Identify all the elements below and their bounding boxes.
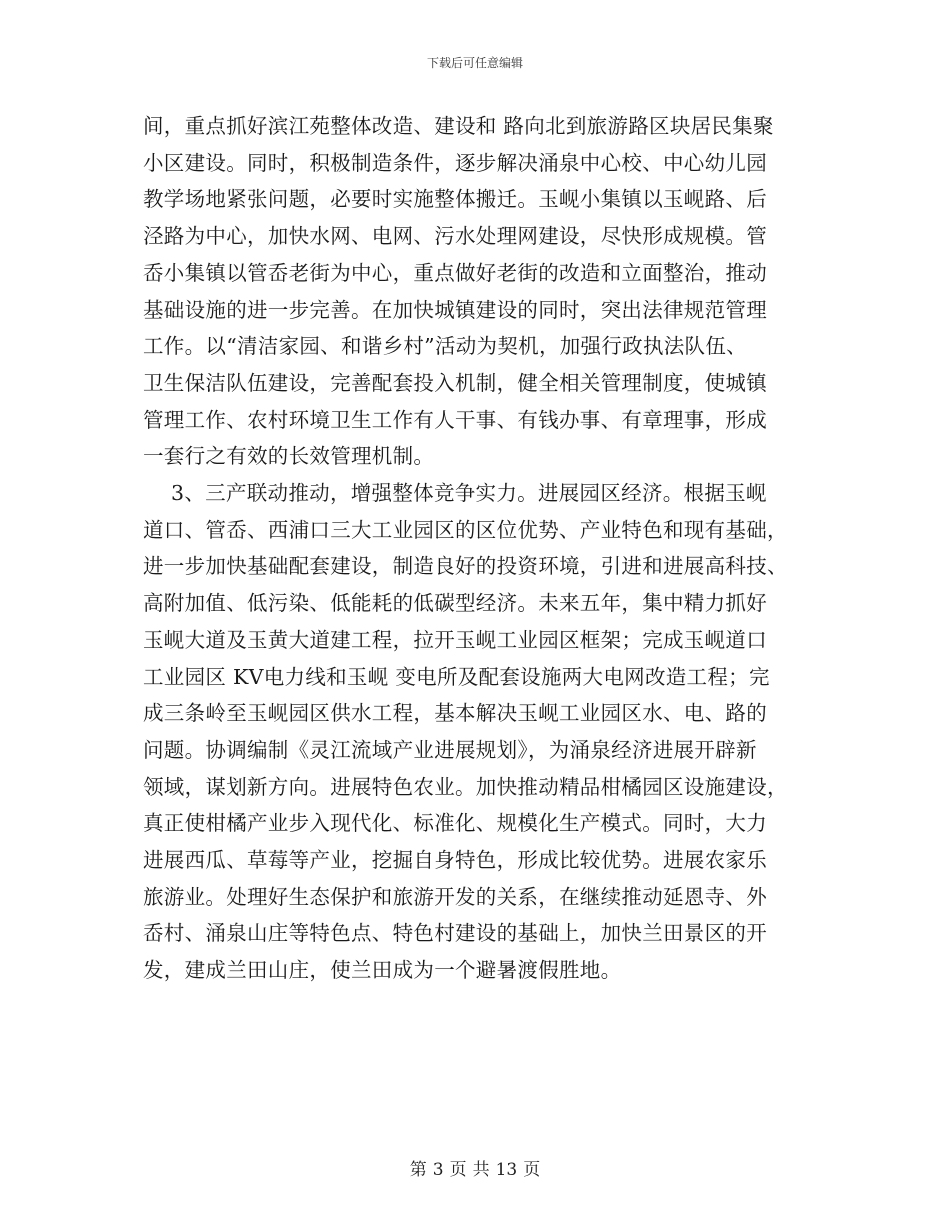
text-line: 岙村、涌泉山庄等特色点、特色村建设的基础上，加快兰田景区的开	[143, 921, 767, 946]
paragraph-2	[143, 475, 808, 989]
text-line: 教学场地紧张问题，必要时实施整体搬迁。玉岘小集镇以玉岘路、后	[143, 187, 767, 212]
text-line: 玉岘大道及玉黄大道建工程，拉开玉岘工业园区框架；完成玉岘道口	[143, 627, 767, 652]
text-line: 岙小集镇以管岙老街为中心，重点做好老街的改造和立面整治，推动	[143, 260, 767, 285]
text-line: 管理工作、农村环境卫生工作有人干事、有钱办事、有章理事，形成	[143, 407, 767, 432]
text-line: 工作。以“清洁家园、和谐乡村”活动为契机，加强行政执法队伍、	[143, 334, 747, 359]
document-body	[143, 108, 808, 989]
text-line: 进展西瓜、草莓等产业，挖掘自身特色，形成比较优势。进展农家乐	[143, 848, 767, 873]
text-line: 泾路为中心，加快水网、电网、污水处理网建设，尽快形成规模。管	[143, 224, 767, 249]
text-line: 高附加值、低污染、低能耗的低碳型经济。未来五年，集中精力抓好	[143, 591, 767, 616]
text-line: 旅游业。处理好生态保护和旅游开发的关系，在继续推动延恩寺、外	[143, 884, 767, 909]
text-line: 成三条岭至玉岘园区供水工程，基本解决玉岘工业园区水、电、路的	[143, 701, 767, 726]
text-line: 发，建成兰田山庄，使兰田成为一个避暑渡假胜地。	[143, 958, 622, 983]
text-line: 间，重点抓好滨江苑整体改造、建设和 路向北到旅游路区块居民集聚	[143, 114, 774, 138]
text-line: 进一步加快基础配套建设，制造良好的投资环境，引进和进展高科技、	[143, 554, 788, 579]
total-pages: 13	[495, 1160, 518, 1180]
page-number: 3	[432, 1160, 444, 1180]
paragraph-1	[143, 108, 808, 475]
text-line: 基础设施的进一步完善。在加快城镇建设的同时，突出法律规范管理	[143, 297, 767, 322]
page-header: 下载后可任意编辑	[426, 56, 523, 70]
text-line: 道口、管岙、西浦口三大工业园区的区位优势、产业特色和现有基础，	[143, 517, 788, 542]
total-suffix: 页	[523, 1160, 541, 1180]
page-label: 页	[449, 1160, 467, 1180]
text-line: 3、三产联动推动，增强整体竞争实力。进展园区经济。根据玉岘	[171, 481, 767, 506]
text-line: 问题。协调编制《灵江流域产业进展规划》，为涌泉经济进展开辟新	[143, 737, 757, 762]
page-footer	[0, 1155, 950, 1180]
text-line: 领域，谋划新方向。进展特色农业。加快推动精品柑橘园区设施建设，	[143, 774, 788, 799]
text-line: 小区建设。同时，积极制造条件，逐步解决涌泉中心校、中心幼儿园	[143, 150, 767, 175]
page-prefix: 第	[409, 1160, 427, 1180]
text-line: 真正使柑橘产业步入现代化、标准化、规模化生产模式。同时，大力	[143, 811, 767, 836]
text-line: 工业园区 KV电力线和玉岘 变电所及配套设施两大电网改造工程；完	[143, 664, 770, 689]
text-line: 卫生保洁队伍建设，完善配套投入机制，健全相关管理制度，使城镇	[143, 370, 767, 395]
text-line: 一套行之有效的长效管理机制。	[143, 444, 435, 469]
total-prefix: 共	[472, 1160, 490, 1180]
